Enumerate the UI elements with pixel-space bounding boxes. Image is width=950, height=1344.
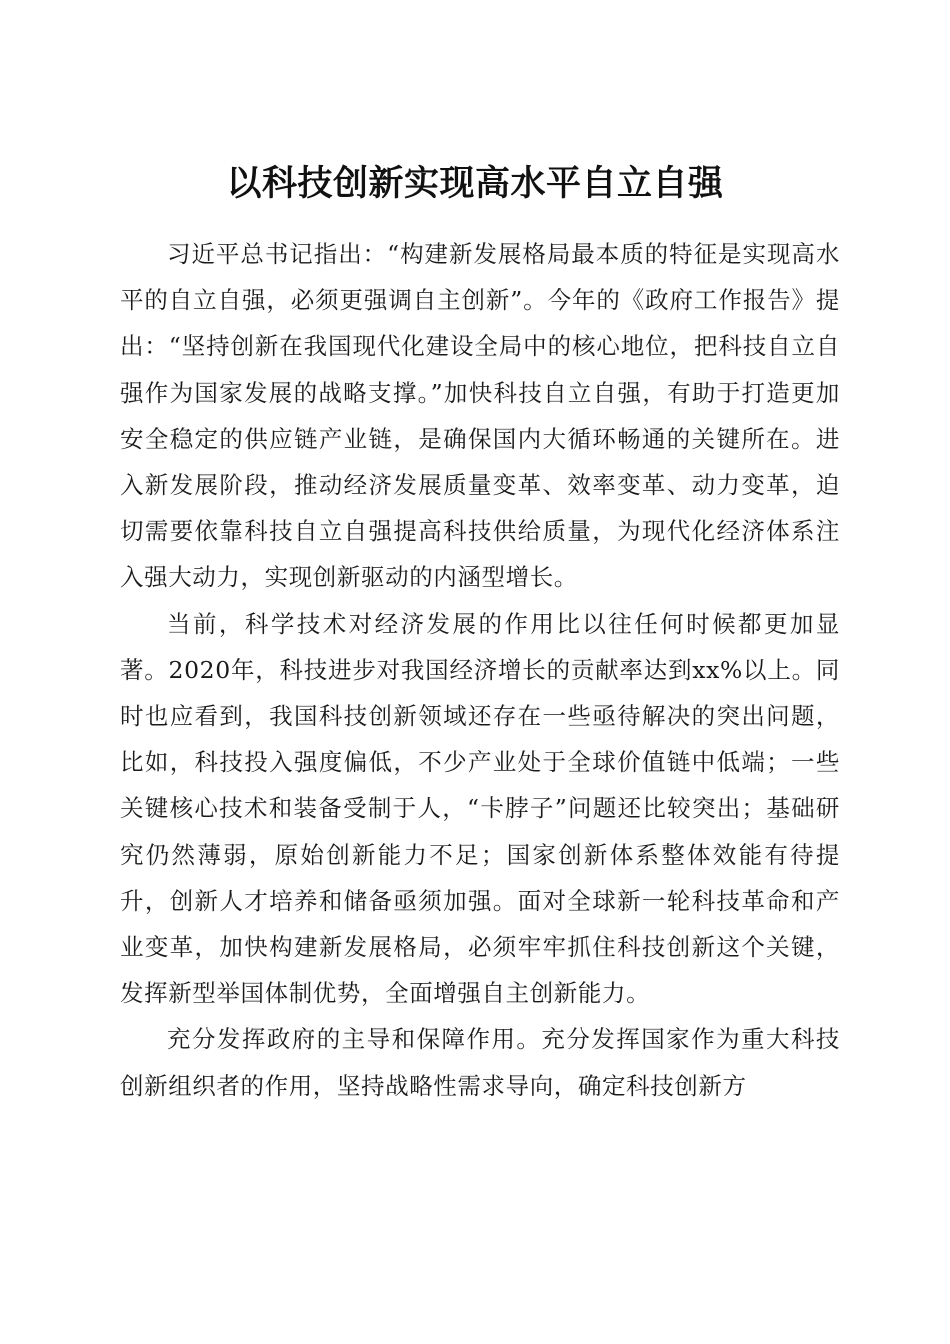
document-title: 以科技创新实现高水平自立自强 [226,163,724,205]
paragraph: 当前，科学技术对经济发展的作用比以往任何时候都更加显著。2020年，科技进步对我国经济增长的贡献率达到xx%以上。同时也应看到，我国科技创新领域还存在一些亟待解决的突出问题，比如，科技投入强度偏低，不少产业处于全球价值链中低端；一些关键核心技术和装备受制于人，“卡脖子”问题还比较突出；基础研究仍然薄弱，原始创新能力不足；国家创新体系整体效能有待提升，创新人才培养和储备亟须加强。面对全球新一轮科技革命和产业变革，加快构建新发展格局，必须牢牢抓住科技创新这个关键，发挥新型举国体制优势，全面增强自主创新能力。 [120,609,840,1008]
paragraph: 习近平总书记指出：“构建新发展格局最本质的特征是实现高水平的自立自强，必须更强调自主创新”。今年的《政府工作报告》提出：“坚持创新在我国现代化建设全局中的核心地位，把科技自立自强作为国家发展的战略支撑。”加快科技自立自强，有助于打造更加安全稳定的供应链产业链，是确保国内大循环畅通的关键所在。进入新发展阶段，推动经济发展质量变革、效率变革、动力变革，迫切需要依靠科技自立自强提高科技供给质量，为现代化经济体系注入强大动力，实现创新驱动的内涵型增长。 [120,240,840,592]
paragraph: 充分发挥政府的主导和保障作用。充分发挥国家作为重大科技创新组织者的作用，坚持战略性需求导向，确定科技创新方 [120,1025,840,1100]
document-body [120,231,840,1109]
